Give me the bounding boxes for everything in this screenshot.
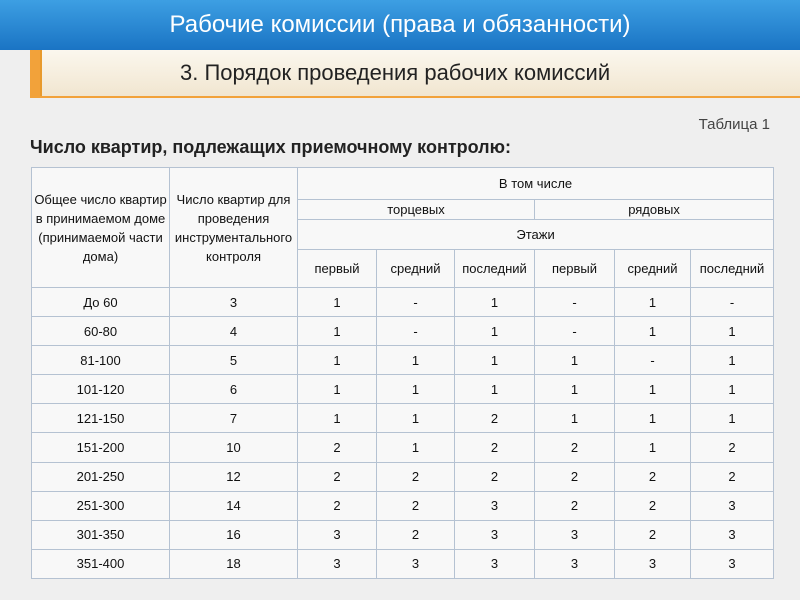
table-cell: 6: [170, 375, 298, 404]
table-cell: 1: [615, 288, 691, 317]
table-cell: -: [615, 346, 691, 375]
table-cell: 12: [170, 462, 298, 491]
table-cell: 3: [298, 520, 377, 549]
slide-title: Рабочие комиссии (права и обязанности): [0, 0, 800, 50]
table-cell: 1: [377, 404, 455, 433]
table-cell: До 60: [32, 288, 170, 317]
table-cell: 2: [535, 462, 615, 491]
table-cell: 3: [455, 491, 535, 520]
table-cell: 1: [535, 375, 615, 404]
table-cell: 1: [298, 317, 377, 346]
header-floor-last-row: последний: [691, 250, 774, 288]
table-row: [32, 549, 774, 578]
table-cell: 2: [377, 520, 455, 549]
table-row: [32, 491, 774, 520]
table-cell: 1: [455, 317, 535, 346]
table-cell: 2: [298, 462, 377, 491]
table-cell: 3: [298, 549, 377, 578]
table-cell: 1: [691, 317, 774, 346]
table-cell: 2: [535, 433, 615, 462]
table-cell: 2: [615, 491, 691, 520]
header-row-apartments: рядовых: [535, 200, 774, 220]
slide-subtitle: 3. Порядок проведения рабочих комиссий: [40, 50, 800, 96]
table-cell: 60-80: [32, 317, 170, 346]
table-cell: 151-200: [32, 433, 170, 462]
table-cell: 1: [455, 346, 535, 375]
table-row: [32, 346, 774, 375]
table-cell: -: [535, 317, 615, 346]
header-floors: Этажи: [298, 220, 774, 250]
table-cell: 1: [377, 433, 455, 462]
table-cell: 18: [170, 549, 298, 578]
header-floor-first-end: первый: [298, 250, 377, 288]
table-cell: 81-100: [32, 346, 170, 375]
table-cell: 3: [691, 549, 774, 578]
table-cell: 1: [691, 346, 774, 375]
table-cell: 2: [377, 491, 455, 520]
table-cell: 2: [535, 491, 615, 520]
table-cell: 2: [455, 462, 535, 491]
table-cell: 4: [170, 317, 298, 346]
table-cell: 1: [691, 375, 774, 404]
table-cell: 3: [691, 491, 774, 520]
table-cell: 1: [298, 404, 377, 433]
table-cell: 1: [691, 404, 774, 433]
table-row: [32, 404, 774, 433]
table-cell: 3: [455, 549, 535, 578]
table-cell: 2: [455, 433, 535, 462]
table-cell: 251-300: [32, 491, 170, 520]
table-cell: 3: [535, 549, 615, 578]
table-cell: 201-250: [32, 462, 170, 491]
table-cell: 2: [455, 404, 535, 433]
table-row: [32, 375, 774, 404]
table-cell: -: [535, 288, 615, 317]
table-cell: 1: [377, 346, 455, 375]
table-cell: 1: [298, 375, 377, 404]
table-row: [32, 520, 774, 549]
table-cell: 1: [535, 404, 615, 433]
table-number: Таблица 1: [698, 116, 770, 133]
header-floor-middle-row: средний: [615, 250, 691, 288]
table-cell: 351-400: [32, 549, 170, 578]
table-cell: 1: [377, 375, 455, 404]
table-cell: 7: [170, 404, 298, 433]
table-body: [32, 288, 774, 579]
table-cell: 1: [615, 375, 691, 404]
table-row: [32, 433, 774, 462]
table-cell: 5: [170, 346, 298, 375]
table-cell: 3: [615, 549, 691, 578]
table-cell: 1: [455, 375, 535, 404]
table-cell: 2: [615, 462, 691, 491]
table-cell: 2: [298, 433, 377, 462]
table-row: [32, 288, 774, 317]
header-total-apartments: Общее число квартир в принимаемом доме (принимаемой части дома): [32, 168, 170, 288]
header-control-count: Число квартир для проведения инструментального контроля: [170, 168, 298, 288]
table-cell: -: [377, 288, 455, 317]
table-cell: 3: [535, 520, 615, 549]
table-cell: 2: [615, 520, 691, 549]
table-cell: -: [377, 317, 455, 346]
table-caption: Число квартир, подлежащих приемочному контролю:: [30, 137, 511, 157]
table-cell: 1: [535, 346, 615, 375]
table-cell: 14: [170, 491, 298, 520]
table-cell: 10: [170, 433, 298, 462]
table-cell: 1: [298, 346, 377, 375]
table-cell: 3: [377, 549, 455, 578]
table-cell: 3: [455, 520, 535, 549]
table-cell: 1: [455, 288, 535, 317]
table-cell: 2: [691, 433, 774, 462]
table-cell: 2: [377, 462, 455, 491]
table-cell: 3: [691, 520, 774, 549]
table-cell: 301-350: [32, 520, 170, 549]
table-cell: 1: [615, 404, 691, 433]
table-row: [32, 317, 774, 346]
table-cell: 16: [170, 520, 298, 549]
table-cell: 3: [170, 288, 298, 317]
header-floor-last-end: последний: [455, 250, 535, 288]
table-cell: 101-120: [32, 375, 170, 404]
table-cell: 121-150: [32, 404, 170, 433]
header-floor-first-row: первый: [535, 250, 615, 288]
inspection-table: [31, 167, 774, 579]
table-cell: 2: [691, 462, 774, 491]
table-cell: 1: [615, 433, 691, 462]
table-cell: -: [691, 288, 774, 317]
table-cell: 1: [615, 317, 691, 346]
table-cell: 2: [298, 491, 377, 520]
table-row: [32, 462, 774, 491]
header-including: В том числе: [298, 168, 774, 200]
header-floor-middle-end: средний: [377, 250, 455, 288]
table-cell: 1: [298, 288, 377, 317]
header-end-apartments: торцевых: [298, 200, 535, 220]
